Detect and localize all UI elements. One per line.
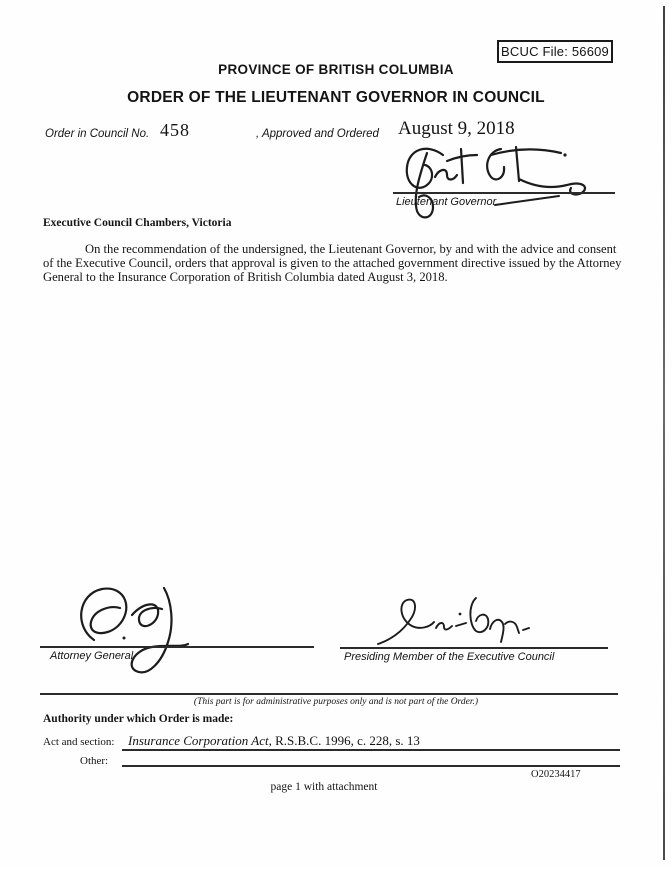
act-name: Insurance Corporation Act <box>128 733 269 748</box>
order-body-paragraph: On the recommendation of the undersigned, the Lieutenant Governor, by and with the advice and consent of the Executive Council, orders that approval is given to the attached government directive issued by the Attorney General to the Insurance Corporation of British Columbia dated August 3, 2018. <box>43 242 622 284</box>
document-number: O20234417 <box>531 769 581 780</box>
presiding-member-signature-line <box>340 647 608 649</box>
order-in-council-number: 458 <box>160 120 190 140</box>
act-and-section-underline <box>122 749 620 751</box>
attorney-general-title: Attorney General <box>50 650 134 662</box>
authority-heading: Authority under which Order is made: <box>43 713 234 725</box>
order-in-council-no-label: Order in Council No. <box>45 128 150 140</box>
lieutenant-governor-signature <box>383 133 633 225</box>
attorney-general-signature-line <box>40 646 314 648</box>
approval-date: August 9, 2018 <box>398 118 515 139</box>
attorney-general-signature <box>58 580 233 680</box>
chambers-line: Executive Council Chambers, Victoria <box>43 217 232 229</box>
bcuc-file-badge: BCUC File: 56609 <box>497 40 613 63</box>
other-underline <box>122 765 620 767</box>
admin-note: (This part is for administrative purposes only and is not part of the Order.) <box>193 697 479 707</box>
act-and-section-label: Act and section: <box>43 736 115 748</box>
lieutenant-governor-title: Lieutenant Governor <box>396 196 497 208</box>
page-footer: page 1 with attachment <box>270 781 378 793</box>
act-and-section-value <box>128 733 420 749</box>
order-heading: ORDER OF THE LIEUTENANT GOVERNOR IN COUNCIL <box>127 89 545 106</box>
presiding-member-signature <box>372 592 532 654</box>
lieutenant-governor-signature-line <box>393 192 615 194</box>
approved-and-ordered-label: , Approved and Ordered <box>256 128 379 140</box>
presiding-member-title: Presiding Member of the Executive Council <box>344 651 555 663</box>
other-label: Other: <box>80 755 109 767</box>
province-heading: PROVINCE OF BRITISH COLUMBIA <box>218 62 454 77</box>
admin-section-divider <box>40 693 618 695</box>
act-citation: , R.S.B.C. 1996, c. 228, s. 13 <box>268 733 420 748</box>
scan-artifact-line <box>663 6 665 860</box>
